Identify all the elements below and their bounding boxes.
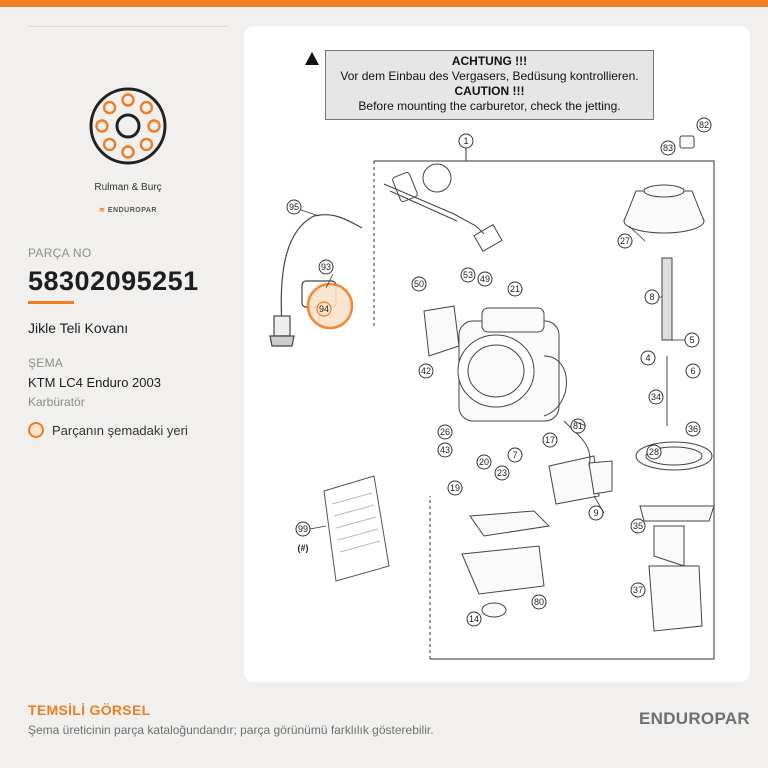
exploded-parts-diagram: [244, 26, 750, 682]
callout-4: 4: [645, 353, 651, 363]
schema-model: KTM LC4 Enduro 2003: [28, 375, 161, 390]
enduropar-mark-icon: ≋: [99, 207, 106, 214]
callout-34: 34: [650, 392, 662, 402]
part-number-underline: [28, 301, 74, 304]
callout-27: 27: [619, 236, 631, 246]
warning-text-de: Vor dem Einbau des Vergasers, Bedüsung kontrollieren.: [340, 69, 639, 83]
warning-title-en: CAUTION !!!: [454, 84, 525, 98]
callout-21: 21: [509, 284, 521, 294]
sidebar-top-divider: [28, 26, 228, 27]
callout-93: 93: [320, 262, 332, 272]
callout-19: 19: [449, 483, 461, 493]
callout-94: 94: [318, 304, 330, 314]
callout-6: 6: [690, 366, 696, 376]
part-number-label: PARÇA NO: [28, 246, 92, 260]
footer-title: TEMSİLİ GÖRSEL: [28, 702, 151, 718]
callout-99: 99: [297, 524, 309, 534]
callout-37: 37: [632, 585, 644, 595]
callout-83: 83: [662, 143, 674, 153]
callout-28: 28: [648, 447, 660, 457]
callout-53: 53: [462, 270, 474, 280]
top-accent-bar: [0, 0, 768, 7]
sub-brand: [28, 206, 228, 214]
bearing-logo-icon: [88, 86, 168, 166]
callout-43: 43: [439, 445, 451, 455]
footer-brand: ENDUROPAR: [638, 709, 750, 728]
callout-9: 9: [593, 508, 599, 518]
sidebar: [28, 26, 228, 438]
callout-50: 50: [413, 279, 425, 289]
callout-80: 80: [533, 597, 545, 607]
callout-49: 49: [479, 274, 491, 284]
callout-35: 35: [632, 521, 644, 531]
hash-note: (#): [297, 543, 309, 553]
callout-5: 5: [689, 335, 695, 345]
warning-text-en: Before mounting the carburetor, check the jetting.: [358, 99, 621, 113]
callout-36: 36: [687, 424, 699, 434]
sub-brand-label: ENDUROPAR: [107, 207, 157, 214]
callout-26: 26: [439, 427, 451, 437]
schema-subtitle: Karbüratör: [28, 395, 85, 409]
callout-14: 14: [468, 614, 480, 624]
legend: [28, 422, 188, 438]
callout-20: 20: [478, 457, 490, 467]
callout-23: 23: [496, 468, 508, 478]
part-name: Jikle Teli Kovanı: [28, 320, 129, 336]
legend-label: Parçanın şemadaki yeri: [52, 422, 188, 438]
schema-label: ŞEMA: [28, 356, 64, 370]
callout-81: 81: [572, 421, 584, 431]
highlight-marker-icon: [28, 422, 44, 438]
part-number: 58302095251: [28, 266, 199, 296]
callout-8: 8: [649, 292, 655, 302]
callout-82: 82: [698, 120, 710, 130]
footer-note: Şema üreticinin parça kataloğundandır; parça görünümü farklılık gösterebilir.: [28, 723, 434, 737]
warning-title-de: ACHTUNG !!!: [451, 54, 528, 68]
brand-name: Rulman & Burç: [94, 182, 162, 193]
callout-7: 7: [512, 450, 518, 460]
callout-95: 95: [288, 202, 300, 212]
diagram-card: [244, 26, 750, 682]
callout-1: 1: [463, 136, 469, 146]
callout-17: 17: [544, 435, 556, 445]
callout-42: 42: [420, 366, 432, 376]
